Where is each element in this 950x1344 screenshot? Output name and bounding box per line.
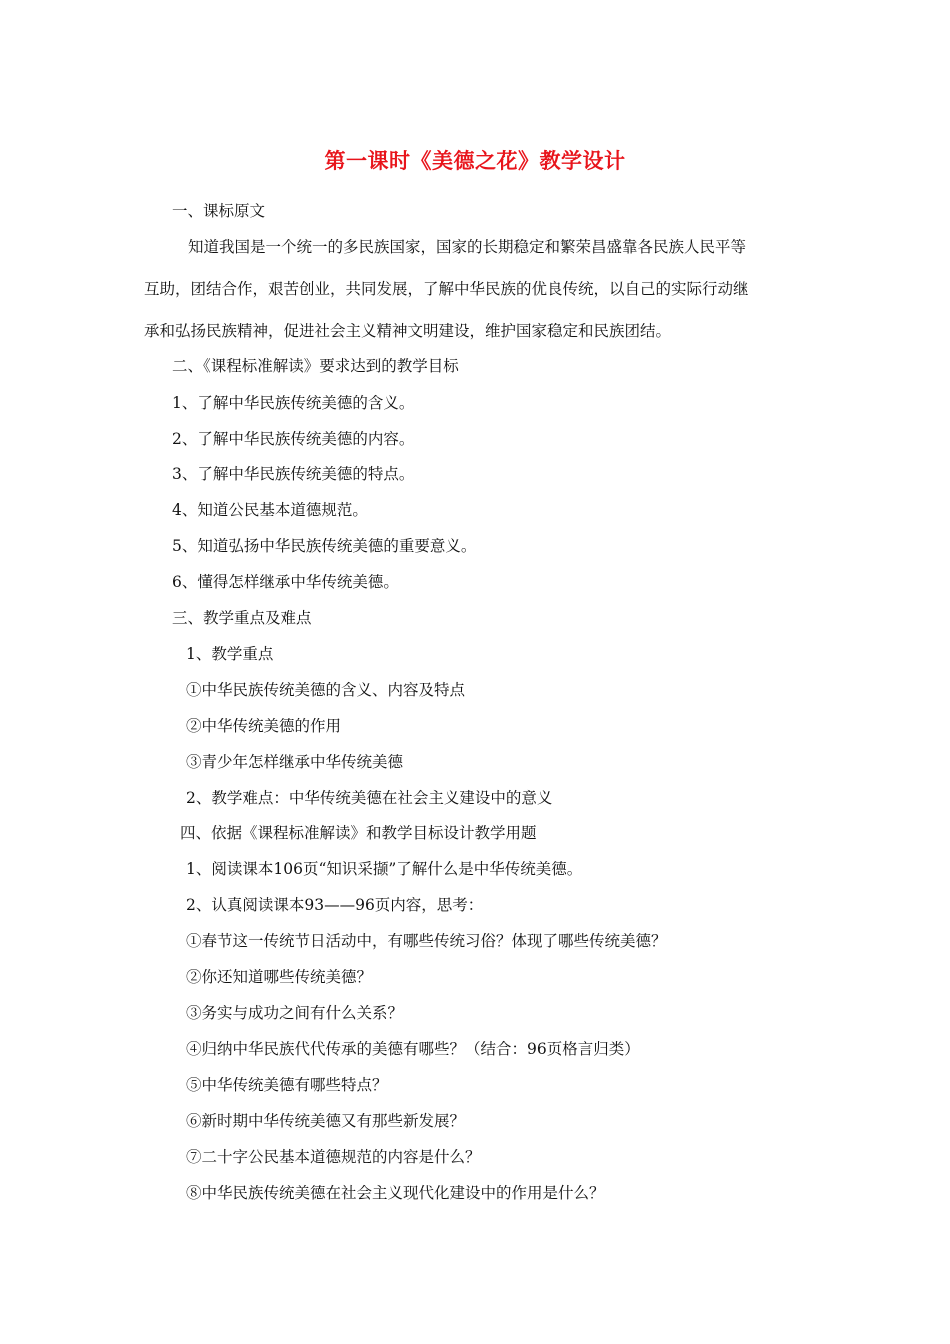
sub-question: ④归纳中华民族代代传承的美德有哪些？（结合：96页格言归类） xyxy=(186,1040,640,1058)
sub-question: ②你还知道哪些传统美德？ xyxy=(186,968,373,986)
goal-item: 4、知道公民基本道德规范。 xyxy=(172,501,368,519)
section-heading-curriculum-text: 一、课标原文 xyxy=(172,202,266,220)
sub-question: ①春节这一传统节日活动中，有哪些传统习俗？体现了哪些传统美德？ xyxy=(186,932,667,950)
paragraph-line: 知道我国是一个统一的多民族国家，国家的长期稳定和繁荣昌盛靠各民族人民平等 xyxy=(188,238,747,256)
goal-item: 3、了解中华民族传统美德的特点。 xyxy=(172,465,415,483)
focus-item: ①中华民族传统美德的含义、内容及特点 xyxy=(186,681,466,699)
focus-item: ②中华传统美德的作用 xyxy=(186,717,342,735)
sub-question: ⑦二十字公民基本道德规范的内容是什么？ xyxy=(186,1148,481,1166)
goal-item: 1、了解中华民族传统美德的含义。 xyxy=(172,394,415,412)
sub-question: ⑧中华民族传统美德在社会主义现代化建设中的作用是什么？ xyxy=(186,1184,605,1202)
document-title: 第一课时《美德之花》教学设计 xyxy=(324,149,626,173)
goal-item: 5、知道弘扬中华民族传统美德的重要意义。 xyxy=(172,537,477,555)
section-heading-key-points: 三、教学重点及难点 xyxy=(172,609,312,627)
goal-item: 6、懂得怎样继承中华传统美德。 xyxy=(172,573,399,591)
goal-item: 2、了解中华民族传统美德的内容。 xyxy=(172,430,415,448)
paragraph-line: 互助，团结合作，艰苦创业，共同发展，了解中华民族的优良传统，以自己的实际行动继 xyxy=(144,280,749,298)
section-heading-question-design: 四、依据《课程标准解读》和教学目标设计教学用题 xyxy=(180,824,537,842)
question-item: 1、阅读课本106页“知识采撷”了解什么是中华传统美德。 xyxy=(186,860,583,878)
sub-question: ⑤中华传统美德有哪些特点？ xyxy=(186,1076,388,1094)
difficulty-line: 2、教学难点：中华传统美德在社会主义建设中的意义 xyxy=(186,789,553,807)
sub-question: ③务实与成功之间有什么关系？ xyxy=(186,1004,404,1022)
sub-question: ⑥新时期中华传统美德又有那些新发展？ xyxy=(186,1112,466,1130)
section-heading-teaching-goals: 二、《课程标准解读》要求达到的教学目标 xyxy=(172,357,459,375)
paragraph-line: 承和弘扬民族精神，促进社会主义精神文明建设，维护国家稳定和民族团结。 xyxy=(144,322,672,340)
focus-item: ③青少年怎样继承中华传统美德 xyxy=(186,753,404,771)
focus-heading: 1、教学重点 xyxy=(186,645,274,663)
question-item: 2、认真阅读课本93——96页内容，思考： xyxy=(186,896,484,914)
